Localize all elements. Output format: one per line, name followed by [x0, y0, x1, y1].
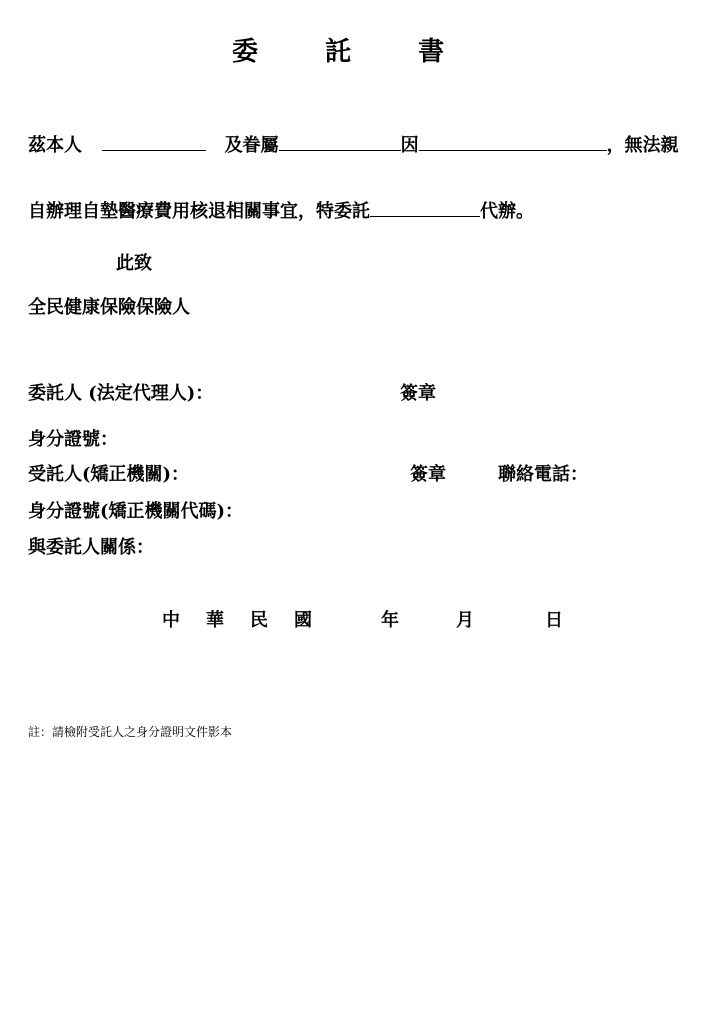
document-title: [232, 36, 444, 68]
statement-text-self: 茲本人: [28, 135, 82, 156]
blank-reason[interactable]: [419, 132, 607, 151]
principal-label: 委託人 (法定代理人)：: [28, 383, 214, 404]
date-era-char-3: 民: [250, 610, 268, 631]
date-era-char-2: 華: [206, 610, 224, 631]
statement-text-because: 因: [400, 135, 419, 156]
agent-id-label: 身分證號(矯正機關代碼)：: [28, 501, 244, 522]
agent-phone-label: 聯絡電話：: [498, 464, 588, 485]
title-char-2: 託: [325, 37, 352, 67]
statement-line-2: [28, 198, 534, 224]
title-char-3: 書: [418, 37, 445, 67]
statement-line-1: [28, 132, 679, 158]
principal-sign-label: 簽章: [400, 383, 436, 404]
statement-text-unable: ，無法親: [606, 135, 679, 156]
statement-text-delegate: 自辦理自墊醫療費用核退相關事宜，特委託: [28, 201, 370, 222]
agent-sign-label: 簽章: [410, 464, 446, 485]
relationship-label: 與委託人關係：: [28, 537, 154, 558]
salutation-recipient: 全民健康保險保險人: [28, 297, 190, 318]
date-era-char-4: 國: [294, 610, 312, 631]
salutation-greeting: 此致: [116, 253, 152, 274]
statement-text-handle: 代辦。: [480, 201, 534, 222]
date-month-label: 月: [456, 610, 474, 631]
blank-agent-name[interactable]: [370, 198, 480, 217]
date-day-label: 日: [545, 610, 563, 631]
date-row: [0, 609, 724, 633]
blank-principal-name[interactable]: [102, 132, 206, 151]
title-char-1: 委: [232, 37, 259, 67]
blank-family-name[interactable]: [279, 132, 401, 151]
date-era-char-1: 中: [162, 610, 180, 631]
footnote: 註：請檢附受託人之身分證明文件影本: [28, 725, 233, 739]
date-year-label: 年: [381, 610, 399, 631]
statement-text-family: 及眷屬: [224, 135, 279, 156]
principal-id-label: 身分證號：: [28, 429, 118, 450]
agent-label: 受託人(矯正機關)：: [28, 464, 190, 485]
